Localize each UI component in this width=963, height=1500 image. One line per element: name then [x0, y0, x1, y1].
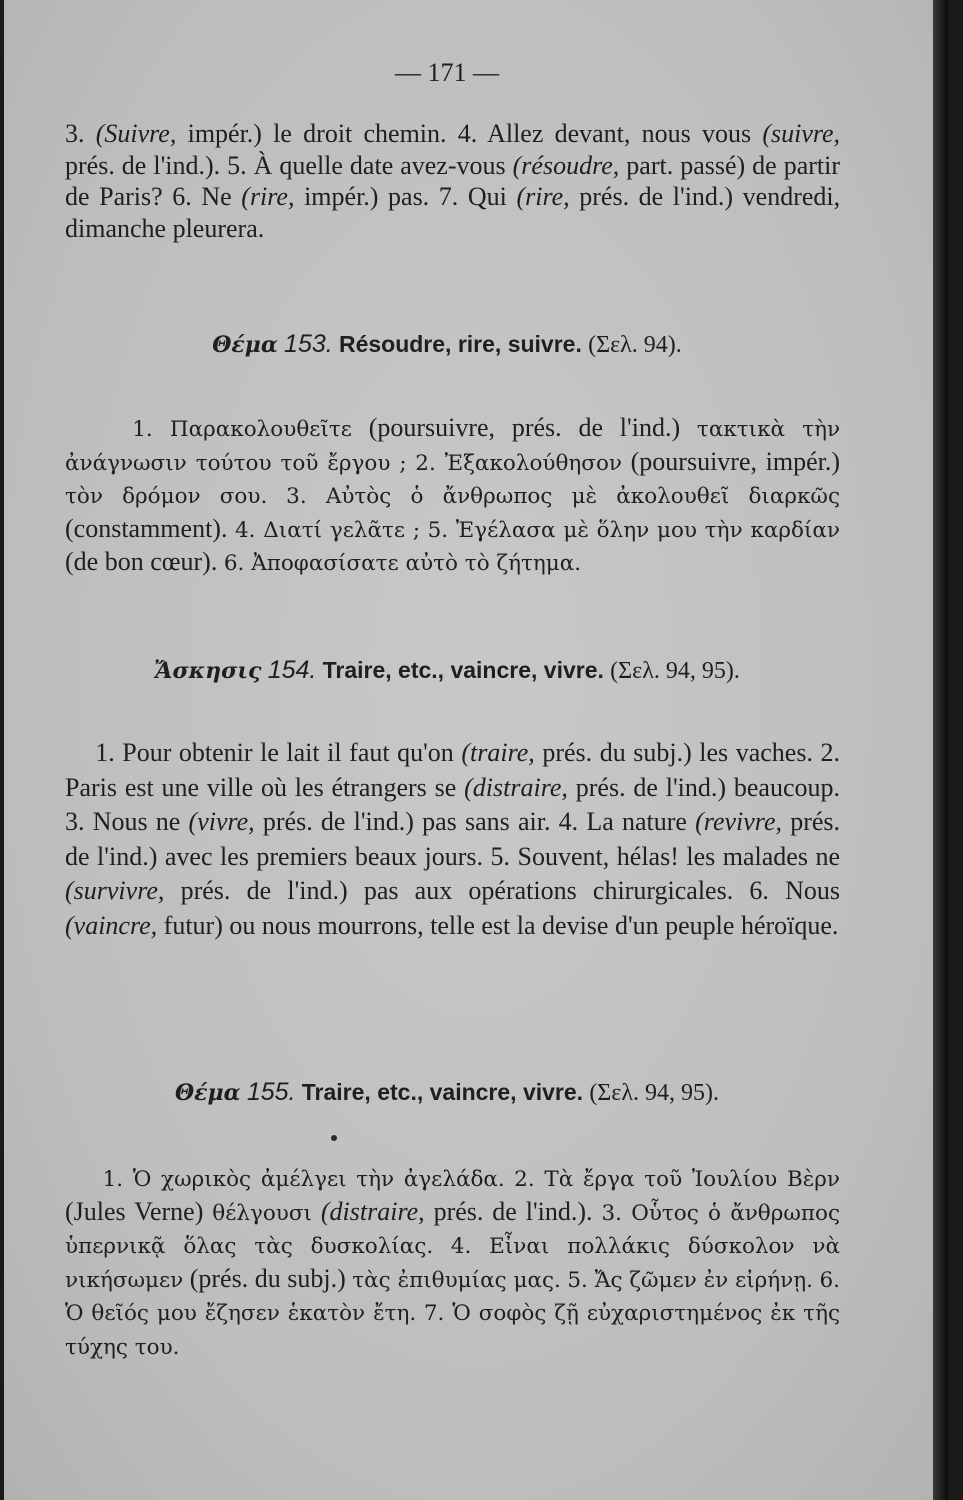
verb-hint: (rire, [241, 182, 295, 211]
section-155-heading [4, 1078, 890, 1107]
page-number: — 171 — [395, 58, 499, 87]
section-label: Θέμα [175, 1080, 241, 1106]
greek-text: 1. Ὁ χωρικὸς ἀμέλγει τὴν ἀγελάδα. [102, 1167, 505, 1192]
greek-text: 5. Ἄς ζῶμεν ἐν εἰρήνῃ. [567, 1267, 813, 1293]
section-title: Traire, etc., vaincre, vivre. [322, 657, 604, 683]
greek-text: 5. Ἐγέλασα μὲ ὅλην μου τὴν καρδίαν [427, 517, 841, 543]
sentence-text: prés. de l'ind.) pas sans air. [262, 807, 551, 836]
verb-hint: (suivre, [762, 119, 841, 148]
verb-hint: (traire, [461, 738, 535, 767]
french-gloss: (poursuivre, impér.) [630, 446, 841, 476]
book-page [4, 0, 948, 1500]
greek-text: τὰς ἐπιθυμίας μας. [352, 1267, 561, 1293]
greek-text: 3. Οὗτος ὁ ἄνθρωπος ὑπερνικᾷ ὅλας τὰς δυσκολίας. [65, 1200, 841, 1259]
sentence-text: 3. Nous ne [65, 807, 181, 836]
ink-dot [331, 1135, 337, 1141]
page-reference: (Σελ. 94, 95). [610, 658, 740, 684]
greek-text: 2. Ἐξακολούθησον [415, 450, 622, 476]
verb-hint: (vivre, [188, 807, 255, 836]
sentence-text: Allez devant, nous vous [487, 119, 752, 148]
section-number: 154. [267, 656, 317, 684]
page-reference: (Σελ. 94). [588, 332, 682, 358]
sentence-text: Ne [201, 182, 232, 211]
item-number: 6. [172, 182, 192, 211]
verb-hint: (revivre, [695, 807, 782, 836]
sentence-text: prés. de l'ind.) avec les premiers beaux jours. [65, 807, 841, 871]
sentence-text: prés. de l'ind.) vendredi, dimanche pleurera. [65, 182, 841, 243]
verb-hint: (résoudre, [512, 150, 620, 180]
french-gloss: prés. de l'ind.). [433, 1196, 593, 1226]
greek-text: τὸν δρόμον σου. [65, 484, 268, 509]
sentence-text: prés. de l'ind.). [65, 150, 221, 180]
greek-text: 7. Ὁ σοφὸς ζῇ εὐχαριστημένος ἐκ τῆς τύχης του. [65, 1301, 840, 1360]
sentence-text: prés. de l'ind.) pas aux opérations chirurgicales. [180, 876, 734, 905]
sentence-text: futur) ou nous mourrons, telle est la devise d'un peuple héroïque. [163, 910, 839, 940]
greek-text: 1. Παρακολουθεῖτε [132, 417, 352, 442]
section-title: Traire, etc., vaincre, vivre. [301, 1079, 584, 1105]
french-gloss: (de bon cœur). [65, 547, 218, 576]
sentence-text: impér.) le droit chemin. [187, 119, 447, 148]
sentence-text: À quelle date avez-vous [253, 150, 506, 180]
verb-hint: (survivre, [65, 876, 165, 905]
sentence-text: 5. Souvent, hélas! les malades ne [490, 841, 841, 871]
section-label: Ἄσκησις [154, 658, 262, 684]
greek-text: 2. Τὰ ἔργα τοῦ Ἰουλίου Βὲρν [514, 1167, 840, 1192]
sentence-text: 2. Paris est une ville où les étrangers se [65, 738, 840, 802]
greek-text: 6. Ἀποφασίσατε αὐτὸ τὸ ζήτημα. [223, 551, 582, 576]
french-gloss: (poursuivre, prés. de l'ind.) [368, 413, 681, 442]
verb-hint: (distraire, [320, 1196, 425, 1226]
section-number: 155. [246, 1078, 296, 1106]
verb-hint: (rire, [516, 182, 570, 211]
section-154-heading [4, 656, 890, 685]
item-number: 5. [227, 150, 247, 180]
french-gloss: (Jules Verne) [65, 1196, 204, 1226]
greek-text: θέλγουσι [212, 1200, 312, 1226]
exercise-continuation [65, 118, 840, 244]
sentence-text: 6. Nous [749, 876, 841, 905]
item-number: 3. [65, 119, 85, 148]
sentence-text: 4. La nature [558, 807, 687, 836]
sentence-text: impér.) pas. [304, 182, 430, 211]
page-edge-shadow [933, 0, 948, 1500]
section-title: Résoudre, rire, suivre. [338, 331, 582, 357]
verb-hint: (distraire, [464, 772, 568, 802]
verb-hint: (Suivre, [95, 119, 177, 148]
item-number: 4. [457, 119, 478, 148]
sentence-text: part. passé) de partir de Paris? [65, 150, 841, 211]
section-154-body [65, 736, 840, 943]
greek-text: 3. Αὐτὸς ὁ ἄνθρωπος μὲ ἀκολουθεῖ διαρκῶς [286, 484, 841, 509]
verb-hint: (vaincre, [65, 910, 158, 940]
sentence-text: prés. du subj.) les vaches. [542, 738, 813, 767]
sentence-text: Qui [467, 182, 507, 211]
greek-text: 4. Διατί γελᾶτε ; [234, 517, 421, 543]
item-number: 7. [438, 182, 459, 211]
section-155-body [65, 1162, 840, 1363]
french-gloss: (constamment). [65, 513, 228, 543]
french-gloss: (prés. du subj.) [189, 1263, 346, 1293]
greek-text: τακτικὰ τὴν ἀνάγνωσιν τούτου τοῦ ἔργου ; [65, 417, 841, 476]
sentence-text: prés. de l'ind.) beaucoup. [575, 772, 841, 802]
section-153-body [65, 412, 840, 580]
section-153-heading [4, 330, 890, 359]
sentence-text: 1. Pour obtenir le lait il faut qu'on [95, 738, 454, 767]
greek-text: 4. Εἶναι πολλάκις δύσκολον νὰ νικήσωμεν [65, 1234, 841, 1293]
greek-text: 6. Ὁ θεῖός μου ἔζησεν ἑκατὸν ἔτη. [65, 1267, 840, 1326]
page-reference: (Σελ. 94, 95). [589, 1080, 719, 1106]
section-number: 153. [284, 330, 333, 358]
section-label: Θέμα [212, 332, 278, 358]
